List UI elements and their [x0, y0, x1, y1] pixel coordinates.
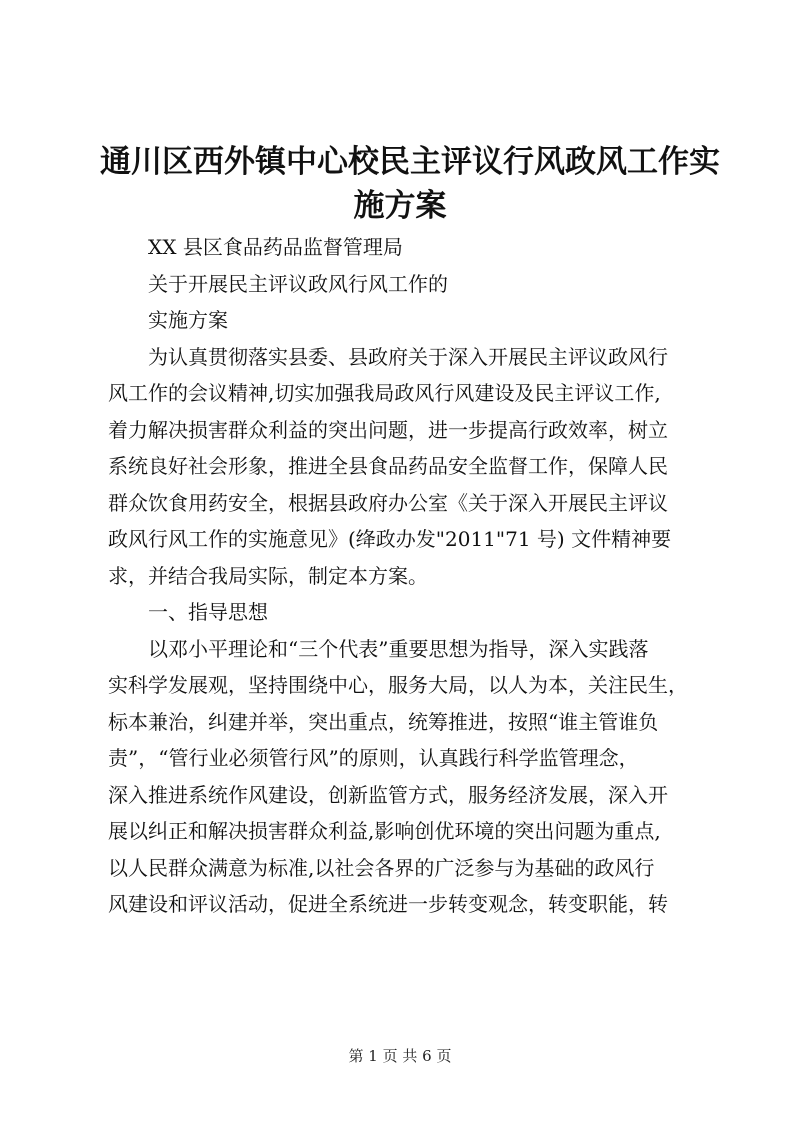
paragraph-line: 风工作的会议精神,切实加强我局政风行风建设及民主评议工作, — [108, 381, 661, 405]
paragraph-line: 深入推进系统作风建设，创新监管方式，服务经济发展，深入开 — [108, 782, 668, 807]
title-line: 施方案 — [353, 188, 447, 224]
paragraph-line: 风建设和评议活动，促进全系统进一步转变观念，转变职能，转 — [108, 892, 668, 916]
page-footer: 第 1 页 共 6 页 — [348, 1047, 452, 1065]
paragraph-line: 标本兼治，纠建并举，突出重点，统筹推进，按照“谁主管谁负 — [108, 709, 659, 734]
paragraph-line: 政风行风工作的实施意见》(绛政办发"2011"71 号) 文件精神要 — [108, 527, 672, 551]
paragraph-line: 系统良好社会形象，推进全县食品药品安全监督工作，保障人民 — [108, 454, 668, 478]
header-line: 关于开展民主评议政风行风工作的 — [148, 271, 448, 296]
paragraph-line: 实科学发展观，坚持围绕中心，服务大局，以人为本，关注民生， — [108, 673, 688, 697]
header-line: XX 县区食品药品监督管理局 — [148, 235, 403, 259]
paragraph-line: 着力解决损害群众利益的突出问题，进一步提高行政效率，树立 — [108, 417, 668, 442]
document-body — [108, 229, 708, 923]
title-line: 通川区西外镇中心校民主评议行风政风工作实 — [100, 144, 720, 180]
paragraph-line: 以人民群众满意为标准,以社会各界的广泛参与为基础的政风行 — [108, 855, 655, 880]
paragraph-line: 为认真贯彻落实县委、县政府关于深入开展民主评议政风行 — [148, 344, 668, 369]
document-title — [100, 140, 720, 228]
paragraph-line: 展以纠正和解决损害群众利益,影响创优环境的突出问题为重点, — [108, 819, 661, 843]
paragraph-line: 求，并结合我局实际，制定本方案。 — [108, 563, 428, 588]
paragraph-line: 以邓小平理论和“三个代表”重要思想为指导，深入实践落 — [148, 636, 649, 661]
paragraph-line: 责”，“管行业必须管行风”的原则，认真践行科学监管理念， — [108, 746, 639, 770]
section-heading: 一、指导思想 — [148, 600, 268, 624]
paragraph-line: 群众饮食用药安全，根据县政府办公室《关于深入开展民主评议 — [108, 490, 668, 515]
header-line: 实施方案 — [148, 308, 228, 332]
